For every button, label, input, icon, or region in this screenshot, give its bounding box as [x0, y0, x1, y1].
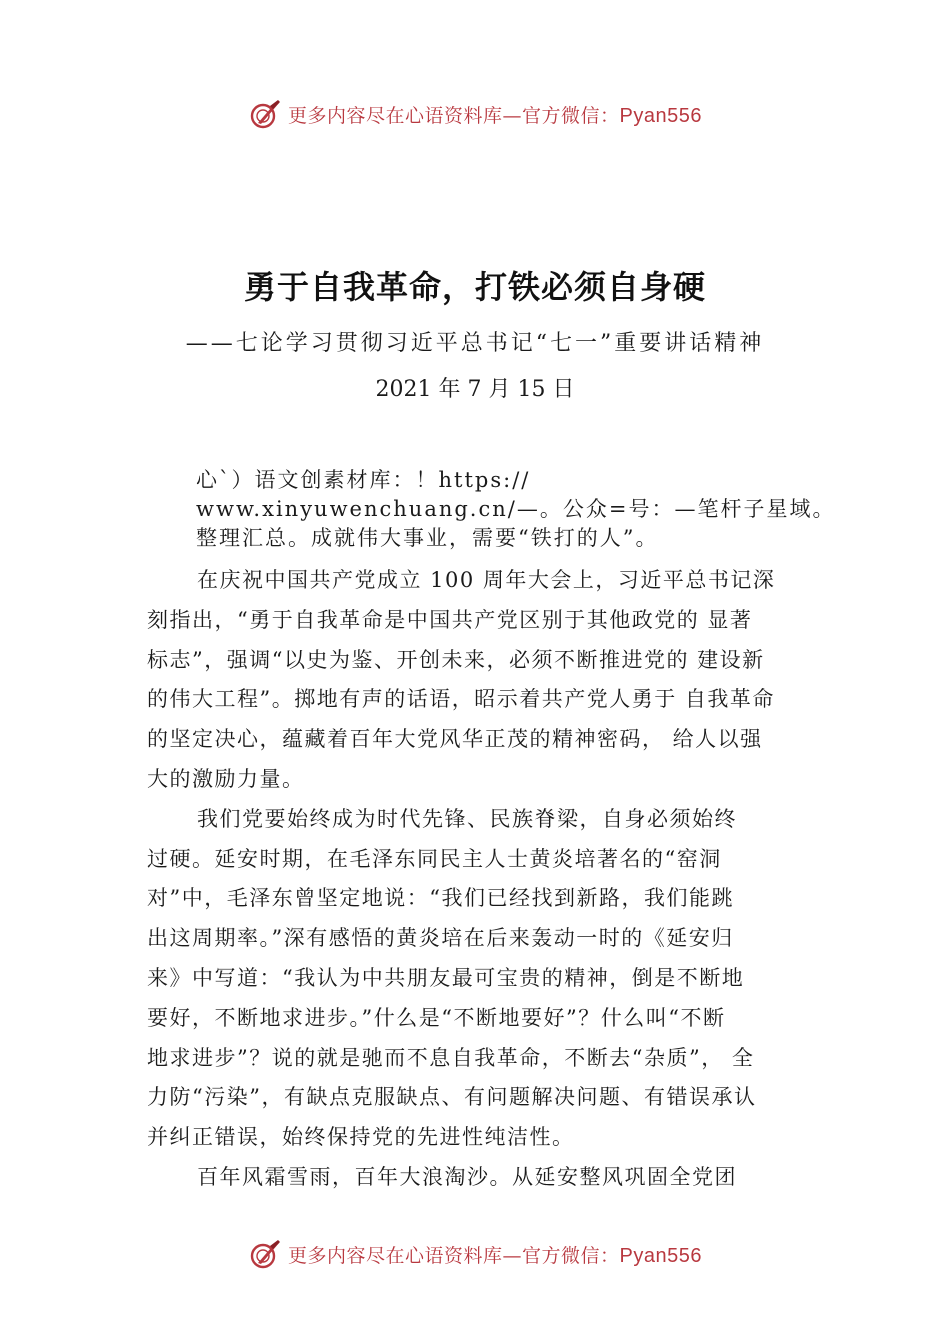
document-date: 2021 年 7 月 15 日 — [375, 377, 575, 402]
intro-line: 心`）语文创素材库：！https:// — [196, 468, 531, 492]
paragraph-line: 在庆祝中国共产党成立 100 周年大会上，习近平总书记深 — [197, 568, 776, 592]
header-banner — [0, 94, 950, 134]
paragraph-line: 并纠正错误，始终保持党的先进性纯洁性。 — [147, 1125, 575, 1150]
paragraph-line: 要好，不断地求进步。”什么是“不断地要好”？什么叫“不断 — [147, 1005, 726, 1030]
paragraph-line: 来》中写道：“我认为中共朋友最可宝贵的精神，倒是不断地 — [147, 965, 745, 990]
quill-logo-icon — [248, 1237, 282, 1271]
paragraph-line: 刻指出，“勇于自我革命是中国共产党区别于其他政党的 显著 — [147, 607, 753, 632]
intro-block — [196, 466, 856, 553]
footer-banner-text: 更多内容尽在心语资料库—官方微信：Pyan556 — [288, 1244, 702, 1267]
paragraph-line: 力防“污染”，有缺点克服缺点、有问题解决问题、有错误承认 — [147, 1085, 757, 1110]
intro-line: 整理汇总。成就伟大事业，需要“铁打的人”。 — [196, 526, 659, 550]
paragraph-line: 地求进步”？说的就是驰而不息自我革命，不断去“杂质”， 全 — [147, 1045, 755, 1070]
paragraph-line: 过硬。延安时期，在毛泽东同民主人士黄炎培著名的“窑洞 — [147, 846, 722, 871]
paragraph-line: 我们党要始终成为时代先锋、民族脊梁，自身必须始终 — [197, 806, 737, 831]
paragraph-line: 的坚定决心，蕴藏着百年大党风华正茂的精神密码， 给人以强 — [147, 727, 763, 752]
paragraph-line: 标志”，强调“以史为鉴、开创未来，必须不断推进党的 建设新 — [147, 647, 765, 672]
paragraph-line: 大的激励力量。 — [147, 766, 305, 791]
paragraph-line: 百年风霜雪雨，百年大浪淘沙。从延安整风巩固全党团 — [197, 1164, 737, 1189]
paragraph-line: 对”中，毛泽东曾坚定地说：“我们已经找到新路，我们能跳 — [147, 886, 734, 911]
document-subtitle: ——七论学习贯彻习近平总书记“七一”重要讲话精神 — [185, 331, 765, 356]
intro-line-url: www.xinyuwenchuang.cn/—。公众=号：—笔杆子星域。 — [196, 497, 836, 521]
quill-logo-icon — [248, 97, 282, 131]
document-title: 勇于自我革命，打铁必须自身硬 — [243, 268, 706, 306]
footer-banner — [0, 1234, 950, 1274]
document-body — [147, 561, 837, 1198]
paragraph-line: 出这周期率。”深有感悟的黄炎培在后来轰动一时的《延安归 — [147, 926, 734, 951]
header-banner-text: 更多内容尽在心语资料库—官方微信：Pyan556 — [288, 104, 702, 127]
paragraph-line: 的伟大工程”。掷地有声的话语，昭示着共产党人勇于 自我革命 — [147, 687, 775, 712]
